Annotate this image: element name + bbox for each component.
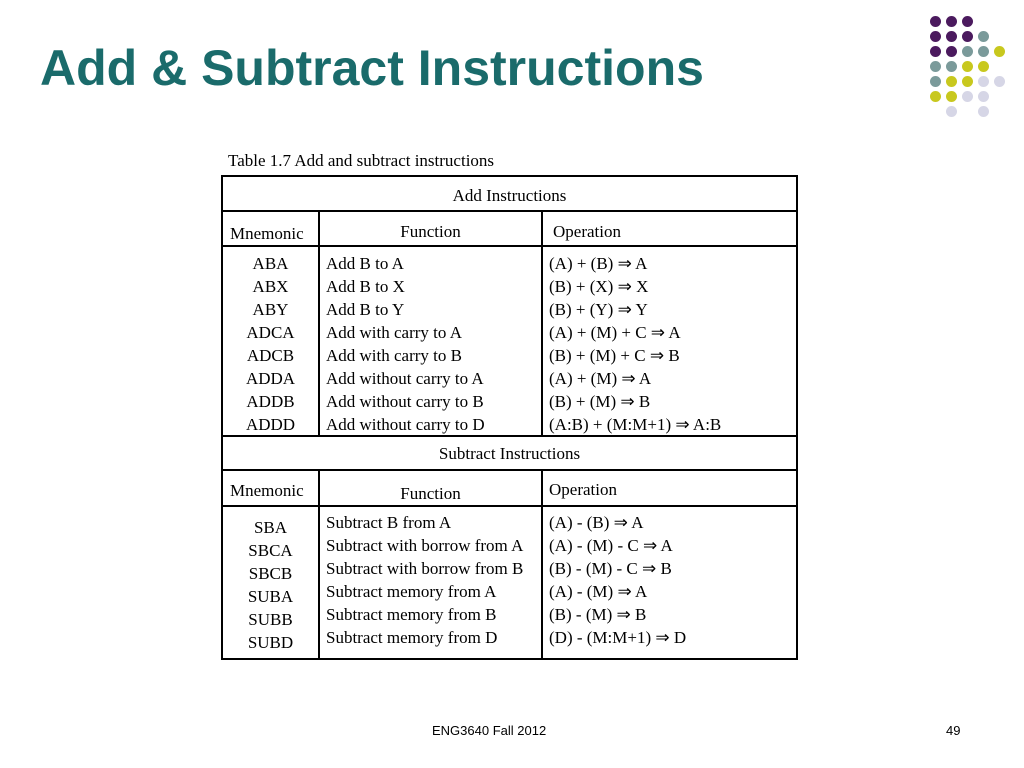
mnemonic-cell: ABY	[252, 300, 289, 319]
slide-title: Add & Subtract Instructions	[40, 40, 704, 96]
decor-dot	[978, 31, 989, 42]
mnemonic-cell: ADCB	[246, 346, 295, 365]
function-cell: Add without carry to B	[326, 392, 484, 411]
mnemonic-header: Mnemonic	[230, 481, 304, 500]
decor-dot	[946, 106, 957, 117]
decor-dot	[930, 61, 941, 72]
function-cell: Subtract with borrow from B	[326, 559, 524, 578]
decor-dot	[946, 16, 957, 27]
decor-dot	[930, 91, 941, 102]
operation-cell: (B) - (M) - C ⇒ B	[549, 559, 672, 578]
mnemonic-cell: SUBD	[247, 633, 294, 652]
column-rule	[318, 212, 320, 436]
mnemonic-cell: ABX	[252, 277, 289, 296]
decor-dot	[978, 76, 989, 87]
mnemonic-cell: ADDB	[246, 392, 295, 411]
decor-dot	[930, 76, 941, 87]
operation-cell: (A) + (B) ⇒ A	[549, 254, 648, 273]
function-cell: Subtract memory from A	[326, 582, 497, 601]
mnemonic-cell: SUBA	[247, 587, 294, 606]
table-rule	[223, 505, 796, 507]
operation-cell: (B) + (X) ⇒ X	[549, 277, 649, 296]
decor-dot	[962, 76, 973, 87]
mnemonic-cell: SUBB	[248, 610, 293, 629]
mnemonic-cell: ADDD	[245, 415, 296, 434]
decor-dot	[930, 46, 941, 57]
operation-cell: (A) - (M) - C ⇒ A	[549, 536, 673, 555]
function-header: Function	[400, 484, 461, 503]
table-rule	[223, 245, 796, 247]
decor-dot	[962, 91, 973, 102]
add-operation-column	[549, 252, 721, 436]
decor-dot	[946, 91, 957, 102]
add-function-column	[326, 252, 485, 436]
decor-dot	[946, 61, 957, 72]
operation-cell: (A) - (B) ⇒ A	[549, 513, 644, 532]
add-section-title: Add Instructions	[452, 186, 567, 205]
function-cell: Subtract memory from B	[326, 605, 497, 624]
decor-dot	[946, 31, 957, 42]
operation-header: Operation	[553, 222, 621, 241]
table-rule	[223, 469, 796, 471]
subtract-section-title: Subtract Instructions	[438, 444, 581, 463]
function-cell: Add without carry to D	[326, 415, 485, 434]
function-header: Function	[400, 222, 461, 241]
decor-dot	[962, 16, 973, 27]
operation-cell: (D) - (M:M+1) ⇒ D	[549, 628, 687, 647]
mnemonic-cell: SBA	[253, 518, 288, 537]
decor-dot	[946, 76, 957, 87]
function-cell: Add B to X	[326, 277, 405, 296]
operation-cell: (A) + (M) ⇒ A	[549, 369, 652, 388]
decor-dot	[978, 46, 989, 57]
operation-cell: (A:B) + (M:M+1) ⇒ A:B	[549, 415, 722, 434]
operation-cell: (A) - (M) ⇒ A	[549, 582, 648, 601]
decor-dot	[962, 46, 973, 57]
add-mnemonic-column	[223, 252, 318, 436]
subtract-function-column	[326, 511, 523, 649]
slide-number: 49	[946, 723, 961, 738]
mnemonic-cell: ADCA	[246, 323, 295, 342]
function-cell: Subtract with borrow from A	[326, 536, 524, 555]
mnemonic-cell: SBCA	[248, 541, 293, 560]
mnemonic-cell: SBCB	[248, 564, 293, 583]
decor-dot	[930, 16, 941, 27]
decor-dot	[946, 46, 957, 57]
function-cell: Subtract memory from D	[326, 628, 498, 647]
mnemonic-cell: ADDA	[245, 369, 296, 388]
subtract-operation-column	[549, 511, 686, 649]
operation-header: Operation	[549, 480, 617, 499]
function-cell: Add B to A	[326, 254, 404, 273]
operation-cell: (B) + (M) + C ⇒ B	[549, 346, 680, 365]
operation-cell: (B) + (Y) ⇒ Y	[549, 300, 648, 319]
mnemonic-cell: ABA	[252, 254, 289, 273]
decor-dot	[978, 106, 989, 117]
decor-dot	[930, 31, 941, 42]
mnemonic-header: Mnemonic	[230, 224, 304, 243]
table-caption: Table 1.7 Add and subtract instructions	[228, 151, 495, 170]
decor-dot	[962, 31, 973, 42]
decorative-dot-grid	[928, 14, 1008, 134]
instruction-table	[221, 175, 798, 660]
decor-dot	[978, 91, 989, 102]
function-cell: Add with carry to B	[326, 346, 462, 365]
operation-cell: (B) - (M) ⇒ B	[549, 605, 647, 624]
decor-dot	[978, 61, 989, 72]
decor-dot	[994, 46, 1005, 57]
decor-dot	[994, 76, 1005, 87]
function-cell: Add B to Y	[326, 300, 405, 319]
column-rule	[541, 212, 543, 436]
footer-course-label: ENG3640 Fall 2012	[432, 723, 547, 738]
table-rule	[223, 210, 796, 212]
function-cell: Add with carry to A	[326, 323, 462, 342]
column-rule	[541, 471, 543, 660]
decor-dot	[962, 61, 973, 72]
subtract-mnemonic-column	[223, 516, 318, 654]
function-cell: Add without carry to A	[326, 369, 484, 388]
operation-cell: (B) + (M) ⇒ B	[549, 392, 651, 411]
operation-cell: (A) + (M) + C ⇒ A	[549, 323, 681, 342]
function-cell: Subtract B from A	[326, 513, 452, 532]
